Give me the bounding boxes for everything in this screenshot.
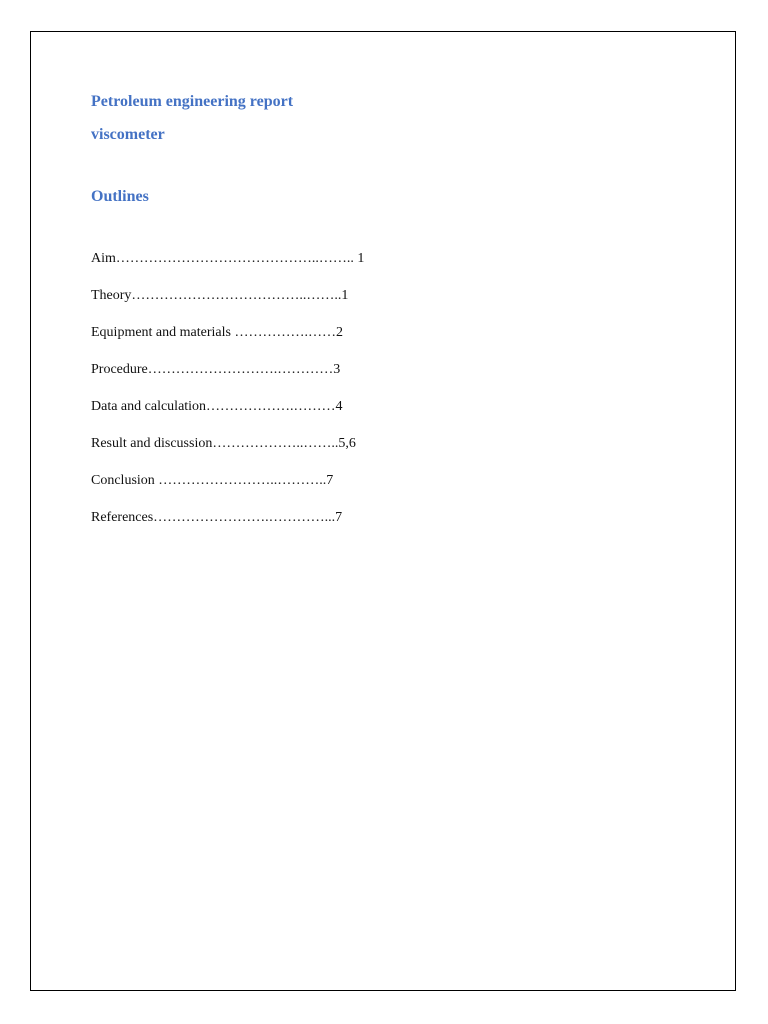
report-subtitle: viscometer bbox=[91, 126, 165, 143]
document-page bbox=[30, 31, 736, 991]
outline-heading: Outlines bbox=[91, 188, 149, 205]
toc-entry-theory: Theory………………………………..……..1 bbox=[91, 288, 349, 303]
toc-entry-data-calculation: Data and calculation……………….………4 bbox=[91, 399, 343, 414]
toc-entry-conclusion: Conclusion ……………………..………..7 bbox=[91, 473, 334, 488]
toc-entry-references: References…………………….…………...7 bbox=[91, 510, 343, 525]
report-title: Petroleum engineering report bbox=[91, 93, 294, 110]
toc-entry-result-discussion: Result and discussion………………..……..5,6 bbox=[91, 436, 356, 451]
toc-entry-equipment: Equipment and materials …………….……2 bbox=[91, 325, 343, 340]
toc-entry-aim: Aim……………………………………..…….. 1 bbox=[91, 251, 365, 266]
toc-entry-procedure: Procedure……………………….…………3 bbox=[91, 362, 341, 377]
